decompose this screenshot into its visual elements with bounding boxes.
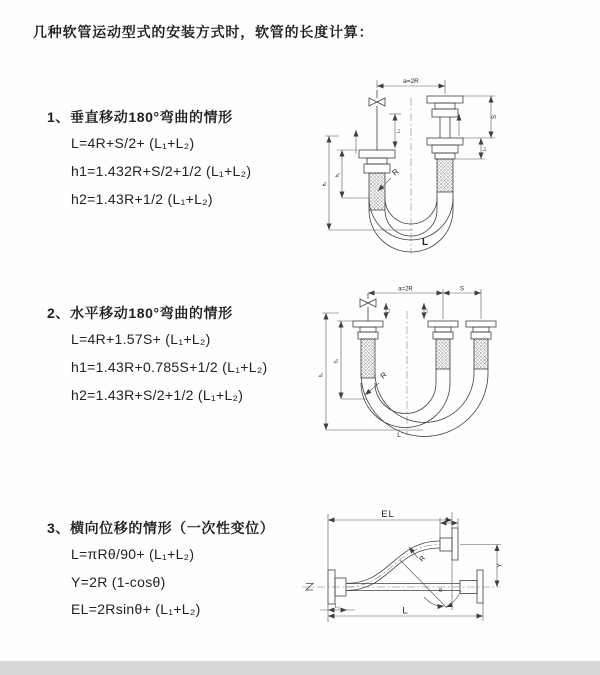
dim-h1-label: h₁ xyxy=(335,172,341,178)
section2-formula-l: L=4R+1.57S+ (L₁+L₂) xyxy=(71,331,211,347)
section3-formula-el: EL=2Rsinθ+ (L₁+L₂) xyxy=(71,601,201,617)
diagram-vertical-180-bend xyxy=(315,72,545,257)
dimension-lines xyxy=(325,80,495,230)
braided-hose-section xyxy=(474,339,488,369)
dim-l1-label: L₁ xyxy=(446,517,452,523)
diagram-lateral-displacement xyxy=(300,498,520,633)
middle-flange-fitting xyxy=(428,321,458,369)
right-flange-upper-position xyxy=(427,96,463,138)
right-flange-original-position xyxy=(460,570,483,603)
valve-icon xyxy=(369,90,385,150)
page-bottom-edge xyxy=(0,661,600,675)
section1-heading: 1、垂直移动180°弯曲的情形 xyxy=(47,109,233,125)
section1-formula-l: L=4R+S/2+ (L₁+L₂) xyxy=(71,135,195,151)
radius-label: R xyxy=(418,554,427,564)
radius-label: R xyxy=(378,370,389,381)
hose-and-fittings xyxy=(353,293,496,436)
section1-formula-h1: h1=1.432R+S/2+1/2 (L₁+L₂) xyxy=(71,163,252,179)
section2-formula-h2: h2=1.43R+S/2+1/2 (L₁+L₂) xyxy=(71,387,244,403)
section2-formula-h1: h1=1.43R+0.785S+1/2 (L₁+L₂) xyxy=(71,359,268,375)
dim-l1-label: L₁ xyxy=(385,308,391,314)
hose-u-bend-arcs xyxy=(361,369,488,436)
dimension-lines xyxy=(320,512,501,622)
left-flange-fitting xyxy=(359,150,395,210)
braided-hose-section xyxy=(436,339,450,369)
length-label: L xyxy=(421,237,429,248)
inclined-radius-line xyxy=(400,560,447,608)
section3-heading: 3、横向位移的情形（一次性变位） xyxy=(47,520,275,536)
dim-l2-label: L₂ xyxy=(482,146,488,152)
left-flange-fitting xyxy=(353,321,383,378)
dim-l2-label: L₂ xyxy=(423,308,429,314)
length-label: L xyxy=(397,432,401,439)
dim-el-label: EL xyxy=(381,509,395,520)
hose-curve-centerline xyxy=(346,545,440,588)
angle-arc-arrow xyxy=(446,591,461,607)
section3-formula-l: L=πRθ/90+ (L₁+L₂) xyxy=(71,546,195,562)
section3-formula-y: Y=2R (1-cosθ) xyxy=(71,574,166,590)
upper-flange-displaced-position xyxy=(440,528,458,560)
diagram-horizontal-180-bend xyxy=(313,283,553,443)
radius-label: R xyxy=(390,166,401,178)
braided-hose-section xyxy=(369,173,385,210)
page-title: 几种软管运动型式的安装方式时，软管的长度计算： xyxy=(33,24,374,40)
dim-a2r-label: a=2R xyxy=(398,286,413,293)
dim-h1-label: h₁ xyxy=(333,358,340,364)
dim-h2-label: h₂ xyxy=(318,372,325,378)
valve-icon xyxy=(360,293,376,321)
section2-heading: 2、水平移动180°弯曲的情形 xyxy=(47,305,233,321)
dim-s-label: S xyxy=(492,114,498,120)
dim-l-label: L xyxy=(402,605,408,617)
hose-displaced-upper-edge xyxy=(346,541,440,584)
dim-y-label: Y xyxy=(496,563,504,568)
dim-s-label: S xyxy=(459,286,465,293)
braided-hose-section xyxy=(361,339,375,378)
dim-h2-label: h₂ xyxy=(322,181,328,187)
right-flange-displaced-position xyxy=(466,321,496,369)
dim-l1-label: L₁ xyxy=(396,128,402,134)
braided-hose-section xyxy=(437,159,453,192)
dimension-lines xyxy=(322,286,481,430)
right-flange-lower-position xyxy=(427,138,463,192)
dim-l2-label: L₂ xyxy=(335,604,340,610)
angle-theta-label: θ xyxy=(439,588,443,594)
hose-and-fittings xyxy=(306,528,483,604)
hose-displaced-lower-edge xyxy=(346,548,440,591)
section1-formula-h2: h2=1.43R+1/2 (L₁+L₂) xyxy=(71,191,213,207)
dim-a2r-label: a=2R xyxy=(403,78,419,85)
